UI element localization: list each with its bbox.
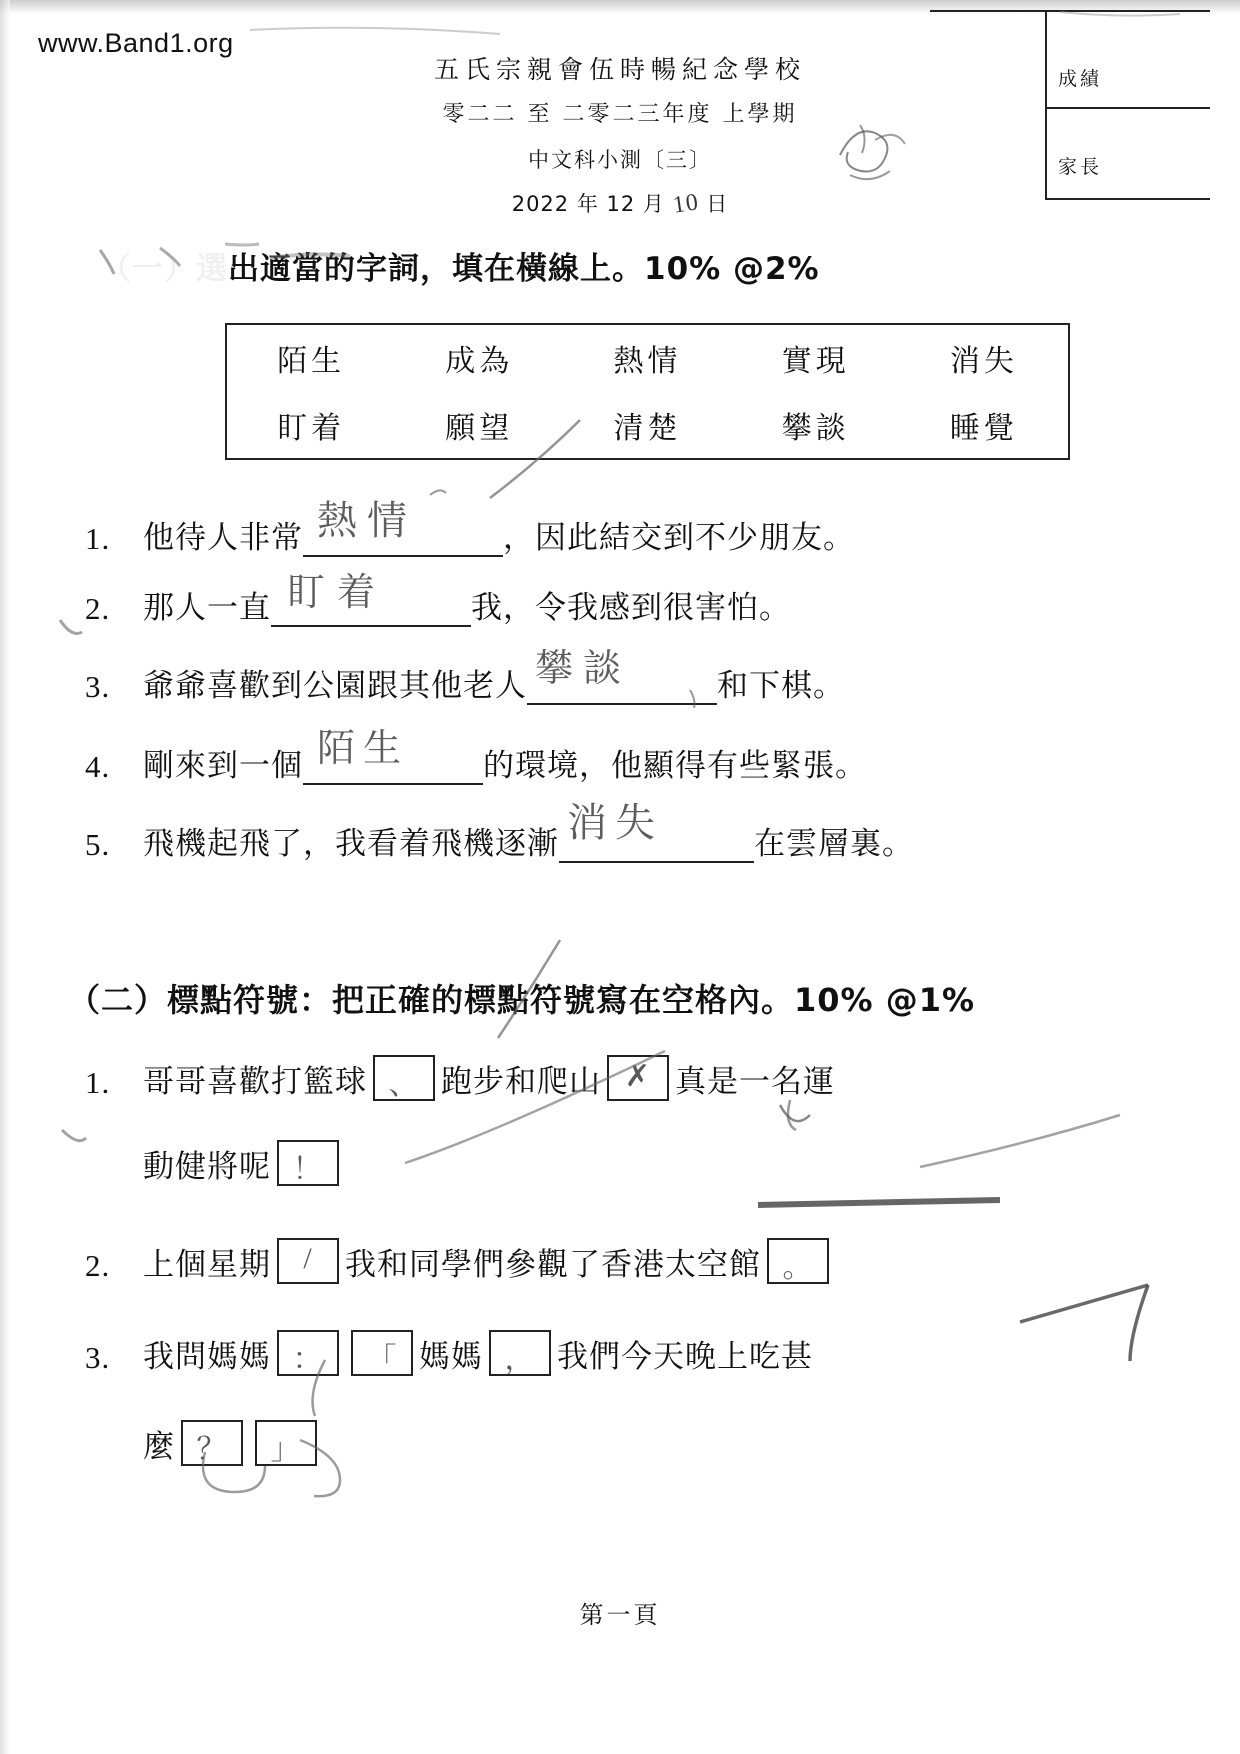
question-text-before: 我問媽媽	[143, 1339, 271, 1375]
question-number: 5.	[85, 827, 111, 862]
date-line	[0, 188, 1240, 218]
word-bank-item: 實現	[781, 344, 850, 380]
handwritten-punctuation: ？	[196, 1433, 228, 1466]
question-text-after: ，因此結交到不少朋友。	[503, 520, 855, 556]
question-number: 4.	[85, 749, 111, 784]
handwritten-punctuation: /	[303, 1242, 313, 1275]
exam-header	[0, 50, 1240, 218]
word-bank-row-1	[227, 325, 1068, 392]
marks-box-top-rule	[930, 10, 1210, 12]
punct-question-2	[85, 1238, 835, 1284]
question-text-after: 的環境，他顯得有些緊張。	[483, 748, 867, 784]
punctuation-box[interactable]	[277, 1140, 339, 1186]
question-text-before: 他待人非常	[143, 520, 303, 556]
word-bank-item: 熱情	[613, 344, 682, 380]
site-url-watermark: www.Band1.org	[38, 28, 234, 58]
term-line: 零二二 至 二零二三年度 上學期	[442, 102, 798, 127]
question-text-after: 真是一名運	[675, 1064, 835, 1100]
question-text-after: 在雲層裏。	[754, 826, 914, 862]
question-text-before: 那人一直	[143, 590, 271, 626]
word-bank-item: 成為	[445, 344, 514, 380]
word-bank-item: 願望	[445, 410, 514, 446]
handwritten-answer-3: 攀談	[535, 648, 632, 690]
handwritten-answer-4: 陌生	[317, 728, 410, 770]
test-title: 中文科小測〔三〕	[528, 148, 712, 172]
handwritten-punctuation: ：	[292, 1343, 324, 1376]
answer-blank-5[interactable]	[559, 800, 754, 863]
handwritten-punctuation: 。	[782, 1251, 814, 1284]
date-handwritten: 10	[670, 189, 701, 219]
question-text-before: 動健將呢	[143, 1149, 271, 1185]
word-bank-item: 盯着	[277, 410, 346, 446]
question-text-before: 上個星期	[143, 1247, 271, 1283]
handwritten-punctuation: ，	[504, 1343, 536, 1376]
section-2-heading: （二）標點符號：把正確的標點符號寫在空格內。10% @1%	[68, 981, 976, 1019]
handwritten-punctuation: ✗	[624, 1060, 652, 1093]
word-bank-item: 消失	[949, 344, 1018, 380]
score-label: 成績	[1058, 68, 1103, 90]
punctuation-box[interactable]	[181, 1420, 243, 1466]
question-text-mid: 跑步和爬山	[441, 1064, 601, 1100]
punctuation-box[interactable]	[489, 1330, 551, 1376]
punct-question-3-line-1	[85, 1330, 813, 1376]
word-bank-item: 睡覺	[949, 410, 1018, 446]
answer-blank-1[interactable]	[303, 498, 503, 557]
punctuation-box[interactable]	[277, 1238, 339, 1284]
section-1-heading	[100, 243, 1160, 288]
handwritten-answer-1: 熱情	[317, 498, 417, 543]
section-1-heading-text: 出適當的字詞，填在橫線上。10% @2%	[228, 251, 820, 287]
section-1-heading-faded: （一）選	[100, 251, 228, 287]
punctuation-box[interactable]	[607, 1055, 669, 1101]
question-number: 1.	[85, 521, 111, 556]
handwritten-answer-2: 盯着	[287, 572, 388, 614]
answer-blank-2[interactable]	[271, 572, 471, 627]
handwritten-punctuation: ！	[292, 1153, 324, 1186]
word-bank-item: 清楚	[613, 410, 682, 446]
punctuation-box[interactable]	[277, 1330, 339, 1376]
word-bank-row-2	[227, 392, 1068, 459]
answer-blank-3[interactable]	[527, 648, 717, 705]
parent-signature-label: 家長	[1058, 156, 1103, 178]
question-text-after: 我，令我感到很害怕。	[471, 590, 791, 626]
question-number: 2.	[85, 591, 111, 626]
punctuation-box[interactable]	[767, 1238, 829, 1284]
question-text-before: 飛機起飛了，我看着飛機逐漸	[143, 826, 559, 862]
page-footer: 第一頁	[579, 1601, 661, 1629]
punct-question-1-line-1	[85, 1055, 835, 1101]
question-number: 3.	[85, 669, 111, 704]
date-prefix: 2022 年 12 月	[511, 192, 665, 216]
punctuation-box[interactable]	[351, 1330, 413, 1376]
scan-edge-left	[0, 0, 10, 1754]
date-suffix: 日	[706, 192, 729, 216]
question-text-mid: 媽媽	[419, 1339, 483, 1375]
fill-question-2	[85, 572, 791, 627]
school-name: 五氏宗親會伍時暢紀念學校	[433, 55, 806, 84]
word-bank-item: 陌生	[277, 344, 346, 380]
question-text-after: 和下棋。	[717, 668, 845, 704]
question-number: 1.	[85, 1065, 111, 1100]
question-text-before: 爺爺喜歡到公園跟其他老人	[143, 668, 527, 704]
question-text-before: 麼	[143, 1429, 175, 1465]
question-text-mid: 我和同學們參觀了香港太空館	[345, 1247, 761, 1283]
word-bank-item: 攀談	[781, 410, 850, 446]
handwritten-punctuation: 」	[270, 1433, 302, 1466]
question-text-before: 剛來到一個	[143, 748, 303, 784]
punct-question-3-line-2	[143, 1420, 323, 1466]
question-text-after: 我們今天晚上吃甚	[557, 1339, 813, 1375]
question-number: 3.	[85, 1340, 111, 1375]
answer-blank-4[interactable]	[303, 728, 483, 785]
punctuation-box[interactable]	[373, 1055, 435, 1101]
punctuation-box[interactable]	[255, 1420, 317, 1466]
word-bank	[225, 323, 1070, 460]
question-text-before: 哥哥喜歡打籃球	[143, 1064, 367, 1100]
punct-question-1-line-2	[143, 1140, 345, 1186]
fill-question-1	[85, 498, 855, 557]
handwritten-answer-5: 消失	[567, 800, 663, 845]
handwritten-punctuation: 、	[388, 1068, 420, 1101]
fill-question-4	[85, 728, 867, 785]
question-number: 2.	[85, 1248, 111, 1283]
fill-question-5	[85, 800, 914, 863]
handwritten-punctuation: 「	[366, 1343, 398, 1376]
fill-question-3	[85, 648, 845, 705]
